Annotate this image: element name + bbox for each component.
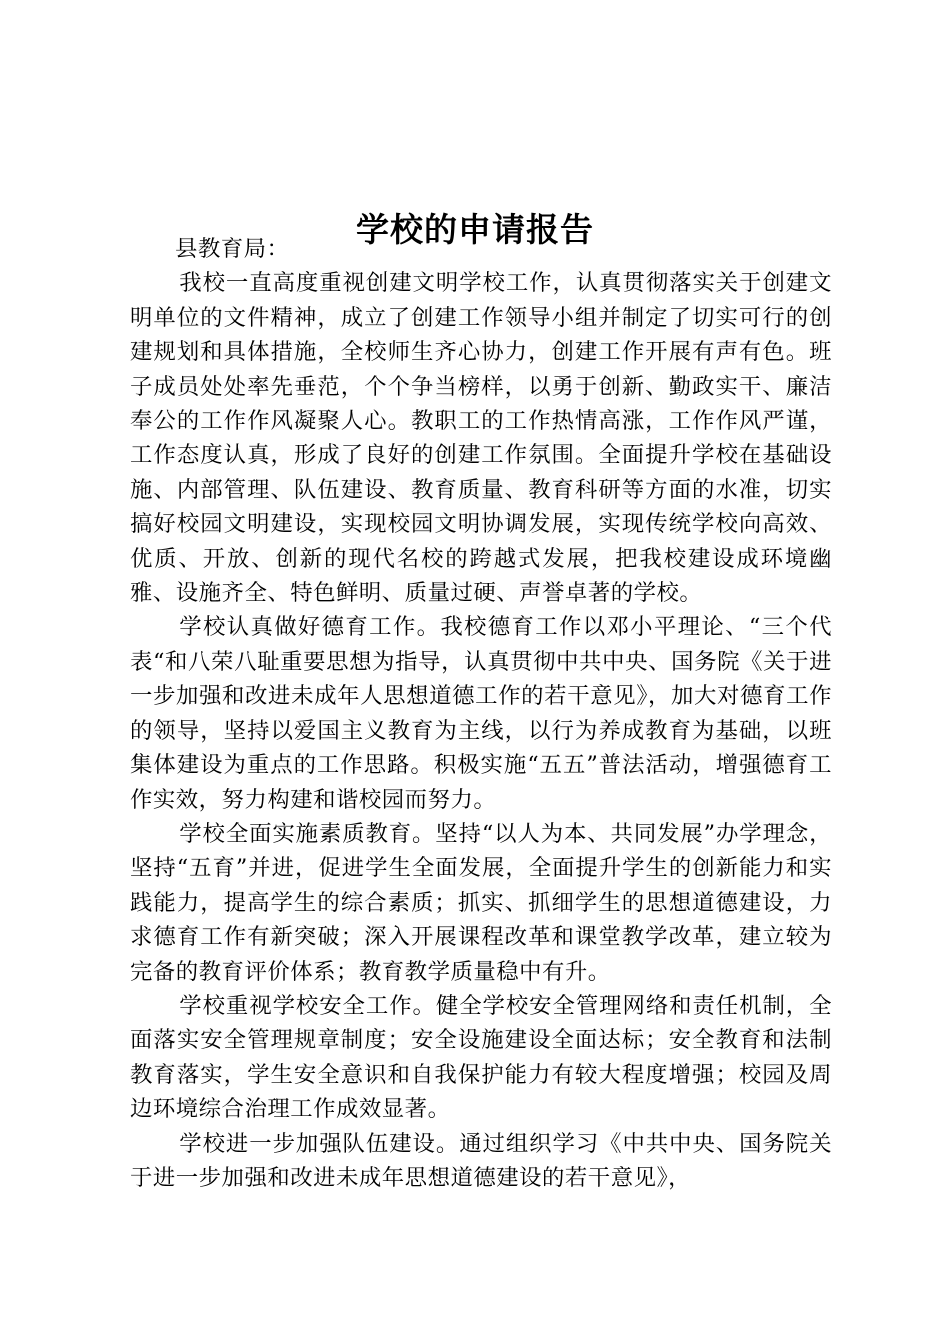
- page-title: 学校的申请报告: [356, 210, 594, 250]
- paragraph: 我校一直高度重视创建文明学校工作，认真贯彻落实关于创建文明单位的文件精神，成立了创建工作领导小组并制定了切实可行的创建规划和具体措施，全校师生齐心协力，创建工作开展有声有色。班子成员处处率先垂范，个个争当榜样，以勇于创新、勤政实干、廉洁奉公的工作作风凝聚人心。教职工的工作热情高涨，工作作风严谨，工作态度认真，形成了良好的创建工作氛围。全面提升学校在基础设施、内部管理、队伍建设、教育质量、教育科研等方面的水准，切实搞好校园文明建设，实现校园文明协调发展，实现传统学校向高效、优质、开放、创新的现代名校的跨越式发展，把我校建设成环境幽雅、设施齐全、特色鲜明、质量过硬、声誉卓著的学校。: [130, 270, 832, 607]
- paragraph: 学校进一步加强队伍建设。通过组织学习《中共中央、国务院关于进一步加强和改进未成年思想道德建设的若干意见》，: [130, 1130, 832, 1191]
- document-body: [130, 232, 832, 1195]
- paragraph: 学校全面实施素质教育。坚持“以人为本、共同发展”办学理念，坚持“五育”并进，促进学生全面发展，全面提升学生的创新能力和实践能力，提高学生的综合素质；抓实、抓细学生的思想道德建设，力求德育工作有新突破；深入开展课程改革和课堂教学改革，建立较为完备的教育评价体系；教育教学质量稳中有升。: [130, 820, 832, 985]
- paragraph: 学校认真做好德育工作。我校德育工作以邓小平理论、“三个代表“和八荣八耻重要思想为指导，认真贯彻中共中央、国务院《关于进一步加强和改进未成年人思想道德工作的若干意见》，加大对德育工作的领导，坚持以爱国主义教育为主线，以行为养成教育为基础，以班集体建设为重点的工作思路。积极实施“五五”普法活动，增强德育工作实效，努力构建和谐校园而努力。: [130, 614, 832, 813]
- salutation: 县教育局：: [175, 236, 290, 262]
- paragraph: 学校重视学校安全工作。健全学校安全管理网络和责任机制，全面落实安全管理规章制度；安全设施建设全面达标；安全教育和法制教育落实，学生安全意识和自我保护能力有较大程度增强；校园及周边环境综合治理工作成效显著。: [130, 992, 832, 1123]
